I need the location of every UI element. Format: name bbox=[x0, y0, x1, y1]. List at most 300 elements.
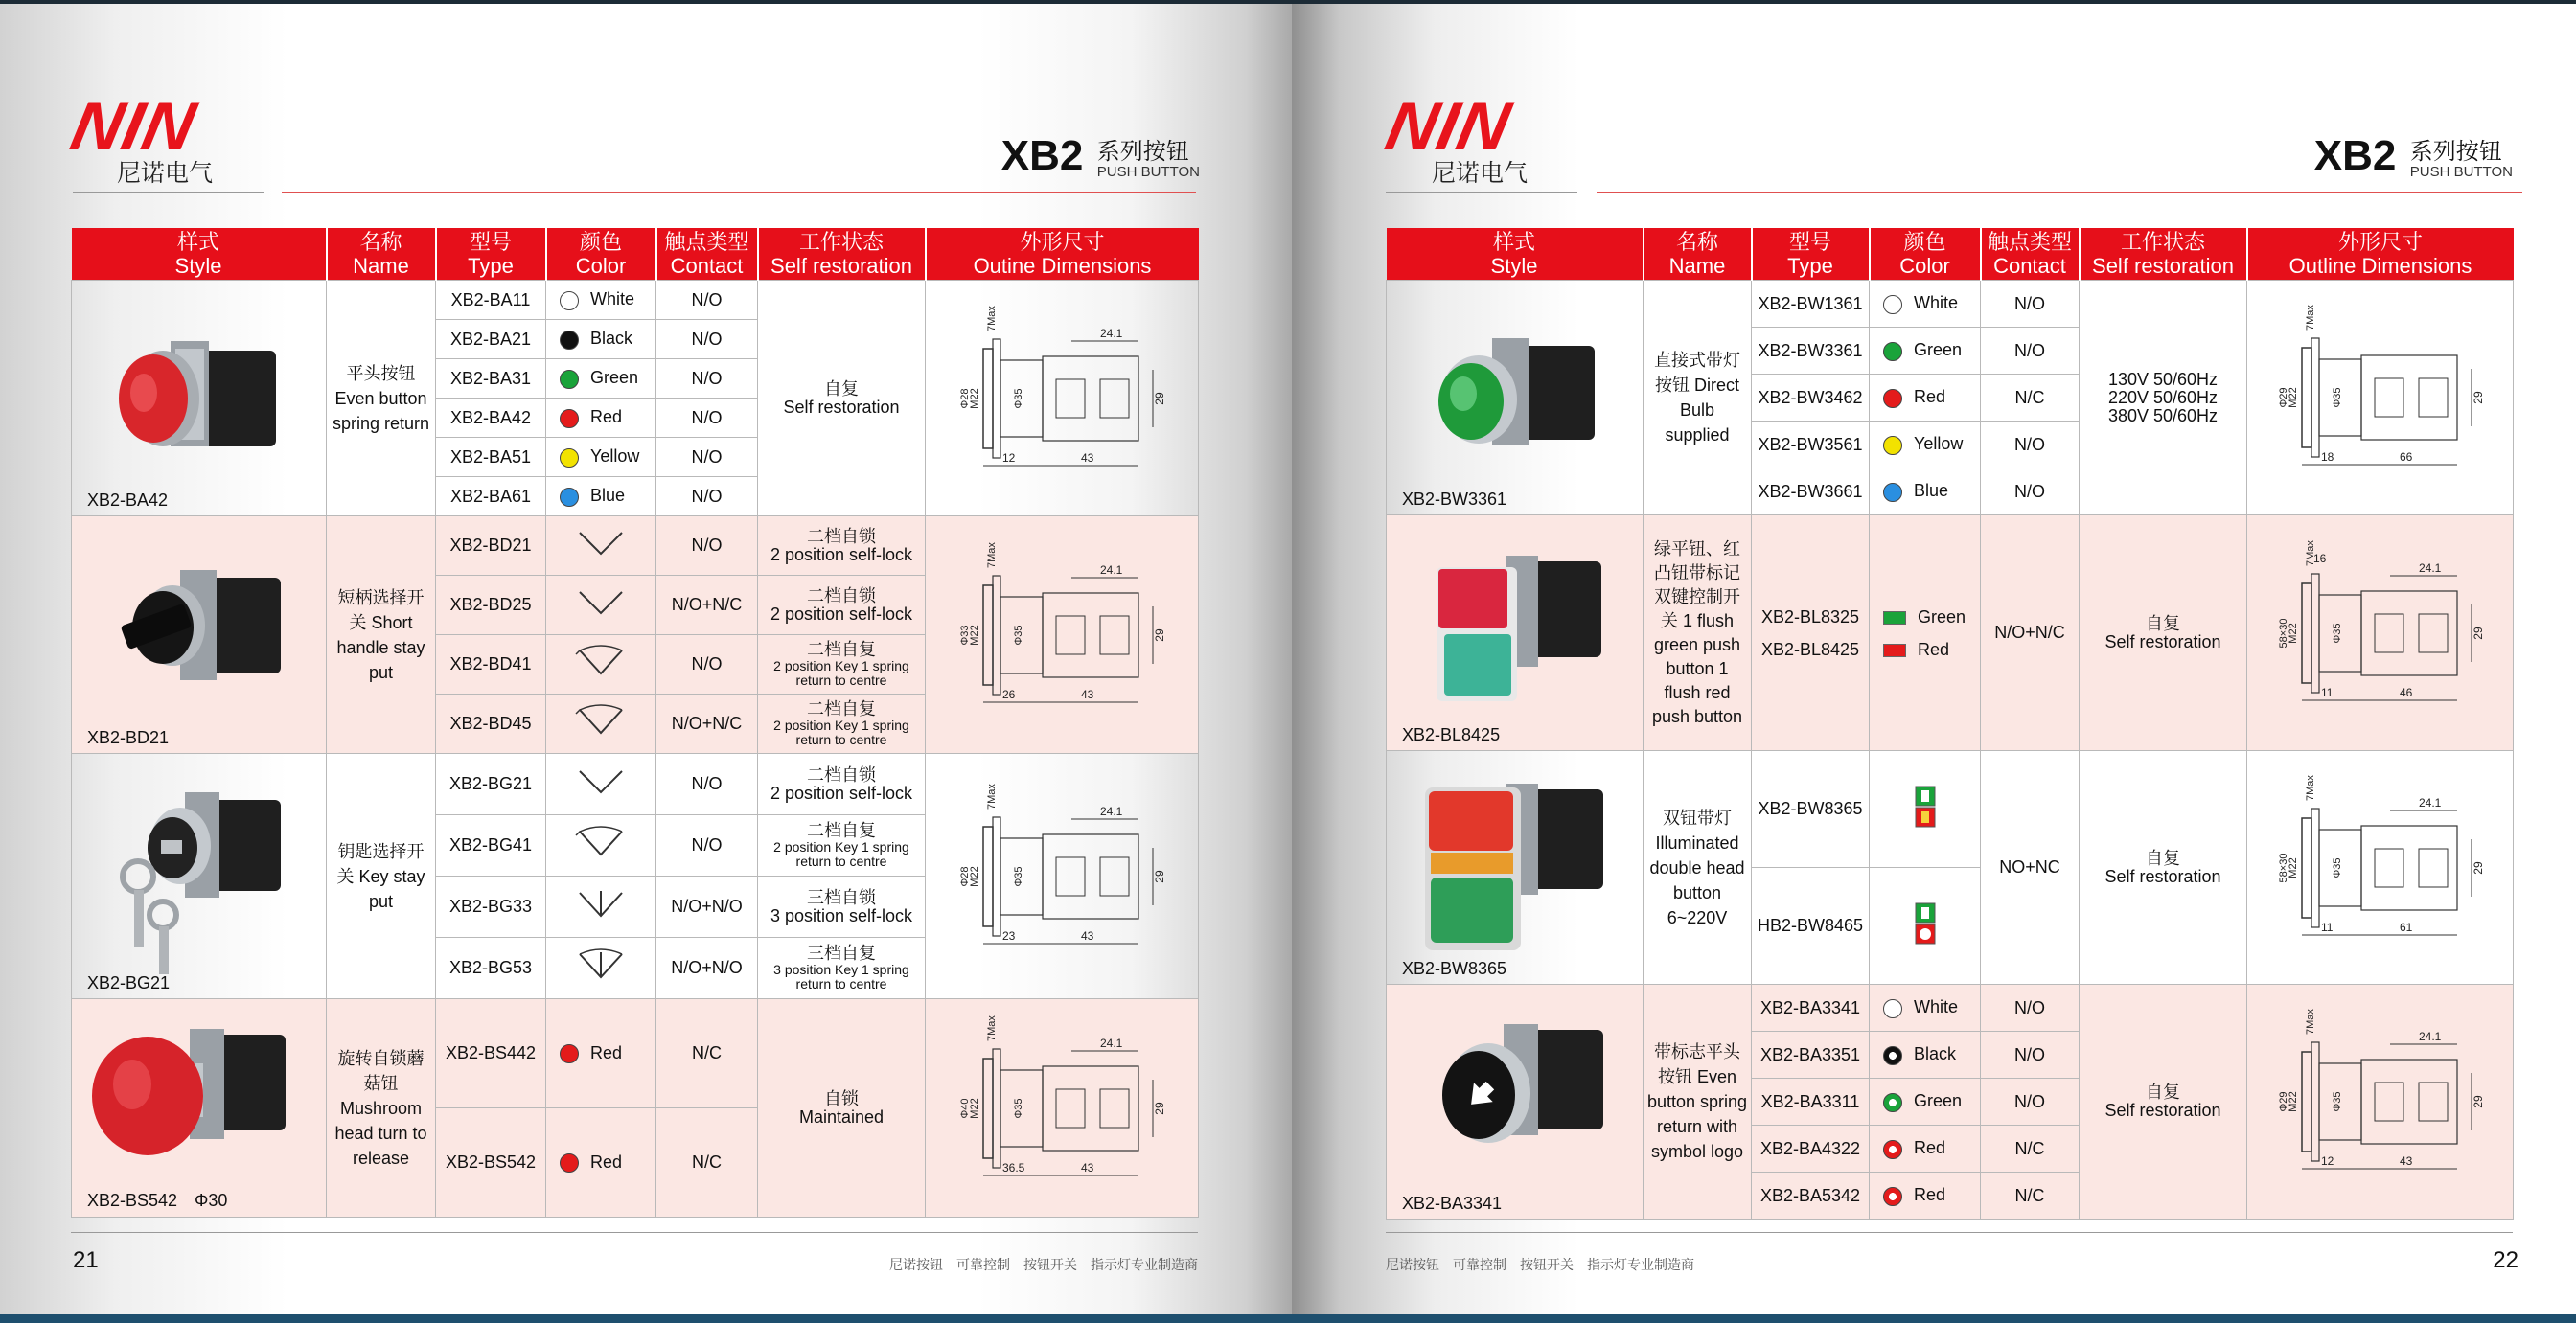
color-swatch-icon bbox=[560, 488, 579, 507]
color-swatch-icon bbox=[1883, 295, 1902, 314]
header-state: 工作状态 Self restoration bbox=[758, 228, 926, 281]
dimension-label: 18 bbox=[2320, 450, 2334, 464]
drawing-terminal bbox=[1100, 379, 1129, 418]
header-style: 样式 Style bbox=[72, 228, 327, 281]
product-name: 绿平钮、红凸钮带标记双键控制开关 1 flush green push button 1 flush red push button bbox=[1644, 515, 1752, 751]
dimension-label: 46 bbox=[2399, 685, 2412, 699]
contact-cell: N/O bbox=[656, 399, 758, 438]
spec-table bbox=[71, 228, 1199, 1218]
dimension-label: M22 bbox=[969, 1097, 980, 1119]
product-name: 旋转自锁蘑菇钮 Mushroom head turn to release bbox=[327, 999, 436, 1218]
dimension-label: 29 bbox=[2471, 391, 2485, 404]
type-cell: XB2-BD41 bbox=[436, 635, 546, 695]
drawing-block bbox=[1043, 593, 1138, 677]
nin-logo bbox=[64, 88, 214, 187]
state-cell: 自复 Self restoration bbox=[758, 281, 926, 516]
series-chinese: 系列按钮 bbox=[2409, 139, 2502, 165]
page-number: 21 bbox=[73, 1247, 99, 1273]
header-name: 名称 Name bbox=[327, 228, 436, 281]
dimension-label: 26 bbox=[1002, 687, 1016, 701]
dimension-label: Φ35 bbox=[2331, 1091, 2343, 1112]
series-english: PUSH BUTTON bbox=[2409, 164, 2513, 180]
contact-cell: N/O bbox=[1981, 468, 2080, 515]
dimension-label: Φ29 bbox=[2277, 1091, 2289, 1112]
dimension-label: 29 bbox=[1153, 627, 1166, 642]
dimension-label: 24.1 bbox=[1100, 804, 1123, 818]
contact-cell: N/O bbox=[1981, 1079, 2080, 1126]
dimension-label: Φ35 bbox=[1013, 387, 1024, 409]
header-dimensions: 外形尺寸 Outline Dimensions bbox=[2247, 228, 2514, 281]
dimension-label: 43 bbox=[1081, 928, 1094, 943]
footer-rule bbox=[1386, 1232, 2513, 1233]
header-color: 颜色 Color bbox=[1870, 228, 1981, 281]
product-caption: XB2-BW8365 bbox=[1402, 959, 1507, 978]
contact-cell: N/O bbox=[1981, 281, 2080, 328]
contact-cell: N/O+N/O bbox=[656, 938, 758, 999]
product-name: 短柄选择开关 Short handle stay put bbox=[327, 516, 436, 754]
color-swatch-icon bbox=[560, 291, 579, 310]
dimension-label: 36.5 bbox=[1002, 1160, 1025, 1175]
color-cell: Green Red bbox=[1870, 515, 1981, 751]
nin-logo bbox=[1379, 88, 1529, 187]
dimension-label: 7Max bbox=[986, 783, 998, 810]
drawing-terminal bbox=[1056, 379, 1085, 418]
product-image-cell bbox=[72, 516, 327, 754]
color-cell: White bbox=[1870, 985, 1981, 1032]
symbol-swatch-icon bbox=[1883, 1187, 1902, 1206]
type-cell: XB2-BW3361 bbox=[1752, 328, 1870, 375]
dimension-drawing-cell bbox=[926, 999, 1199, 1218]
contact-cell: N/O+N/O bbox=[656, 877, 758, 938]
header-rule bbox=[1386, 192, 1577, 193]
product-caption: XB2-BW3361 bbox=[1402, 490, 1507, 509]
dimension-label: Φ40 bbox=[959, 1097, 971, 1119]
dimension-label: 7Max bbox=[2304, 774, 2316, 801]
dimension-label: Φ35 bbox=[2331, 387, 2343, 408]
dimension-drawing bbox=[2275, 533, 2486, 734]
product-image-cell bbox=[1387, 281, 1644, 515]
type-cell: XB2-BA3341 bbox=[1752, 985, 1870, 1032]
logo-chinese-name: 尼诺电气 bbox=[1432, 160, 1529, 187]
position-v-icon bbox=[572, 527, 630, 559]
double-head-symbol-cell bbox=[1870, 868, 1981, 985]
type-cell: XB2-BS542 bbox=[436, 1108, 546, 1218]
dimension-label: 29 bbox=[2471, 860, 2485, 875]
contact-cell: N/C bbox=[1981, 1173, 2080, 1220]
footer-rule bbox=[71, 1232, 1198, 1233]
dimension-label: 7Max bbox=[986, 1015, 998, 1041]
contact-cell: NO+NC bbox=[1981, 751, 2080, 985]
header-name: 名称 Name bbox=[1644, 228, 1752, 281]
table-row bbox=[72, 999, 1199, 1108]
color-swatch-icon bbox=[560, 409, 579, 428]
drawing-block bbox=[2361, 826, 2457, 910]
table-row bbox=[1387, 281, 2514, 328]
state-cell: 二档自复 2 position Key 1 spring return to centre bbox=[758, 695, 926, 754]
product-image-cell bbox=[1387, 985, 1644, 1220]
state-cell: 二档自锁 2 position self-lock bbox=[758, 576, 926, 635]
color-cell: Yellow bbox=[546, 438, 656, 477]
type-cell: XB2-BD21 bbox=[436, 516, 546, 576]
header-type: 型号 Type bbox=[1752, 228, 1870, 281]
color-cell: Red bbox=[1870, 1126, 1981, 1173]
table-row bbox=[1387, 751, 2514, 868]
dimension-label: Φ35 bbox=[1013, 624, 1024, 646]
dimension-label: M22 bbox=[969, 624, 980, 646]
dimension-label: 43 bbox=[1081, 450, 1094, 465]
dimension-drawing bbox=[956, 781, 1167, 972]
contact-cell: N/O bbox=[656, 320, 758, 359]
contact-cell: N/O+N/C bbox=[656, 576, 758, 635]
series-title bbox=[1001, 132, 1200, 180]
contact-cell: N/O bbox=[1981, 328, 2080, 375]
color-cell: Red bbox=[1870, 1173, 1981, 1220]
state-cell: 自复 Self restoration bbox=[2080, 751, 2247, 985]
contact-cell: N/O+N/C bbox=[1981, 515, 2080, 751]
spec-table bbox=[1386, 228, 2514, 1220]
table-header-row bbox=[72, 228, 1199, 281]
drawing-block bbox=[2361, 355, 2457, 440]
dimension-label: M22 bbox=[969, 865, 980, 887]
symbol-swatch-icon bbox=[1883, 1140, 1902, 1159]
type-cell: XB2-BA4322 bbox=[1752, 1126, 1870, 1173]
contact-cell: N/O bbox=[656, 477, 758, 516]
state-cell: 自复 Self restoration bbox=[2080, 515, 2247, 751]
dimension-label: 61 bbox=[2399, 920, 2412, 934]
dimension-label: 29 bbox=[1153, 869, 1166, 883]
contact-cell: N/O bbox=[656, 438, 758, 477]
table-row bbox=[72, 754, 1199, 815]
color-swatch-icon bbox=[1883, 389, 1902, 408]
drawing-terminal bbox=[1056, 1089, 1085, 1128]
drawing-terminal bbox=[2375, 614, 2404, 652]
contact-cell: N/O bbox=[656, 635, 758, 695]
drawing-terminal bbox=[1056, 857, 1085, 896]
dimension-drawing-cell bbox=[2247, 515, 2514, 751]
type-cell: XB2-BG53 bbox=[436, 938, 546, 999]
type-cell: XB2-BA51 bbox=[436, 438, 546, 477]
drawing-block bbox=[1043, 834, 1138, 919]
contact-cell: N/O bbox=[656, 359, 758, 399]
state-cell: 自锁 Maintained bbox=[758, 999, 926, 1218]
type-cell: XB2-BA31 bbox=[436, 359, 546, 399]
type-cell: XB2-BA61 bbox=[436, 477, 546, 516]
logo-wordmark: NIN bbox=[1379, 88, 1518, 165]
dimension-label: Φ35 bbox=[1013, 865, 1024, 887]
double-head-symbol-icon bbox=[1914, 785, 1937, 829]
drawing-terminal bbox=[1100, 616, 1129, 654]
position-spring-return-icon bbox=[572, 702, 630, 741]
position-v-icon bbox=[572, 765, 630, 798]
type-cell: XB2-BW1361 bbox=[1752, 281, 1870, 328]
state-cell: 自复 Self restoration bbox=[2080, 985, 2247, 1220]
position-diagram-cell bbox=[546, 815, 656, 877]
color-cell: Green bbox=[546, 359, 656, 399]
table-row bbox=[1387, 515, 2514, 751]
color-swatch-icon bbox=[1883, 342, 1902, 361]
position-diagram-cell bbox=[546, 877, 656, 938]
series-title bbox=[2314, 132, 2513, 180]
logo-chinese-name: 尼诺电气 bbox=[117, 160, 214, 187]
dimension-label: Φ35 bbox=[1013, 1097, 1024, 1119]
double-head-symbol-cell bbox=[1870, 751, 1981, 868]
drawing-front-plate bbox=[983, 1059, 993, 1158]
color-swatch-icon bbox=[1883, 483, 1902, 502]
header-style: 样式 Style bbox=[1387, 228, 1644, 281]
dimension-label: 29 bbox=[2471, 1095, 2485, 1108]
type-cell: XB2-BG41 bbox=[436, 815, 546, 877]
contact-cell: N/O bbox=[1981, 422, 2080, 468]
product-photo-key-switch bbox=[84, 771, 314, 982]
dimension-label: 43 bbox=[2399, 1154, 2412, 1168]
drawing-panel bbox=[2312, 574, 2319, 693]
position-diagram-cell bbox=[546, 516, 656, 576]
state-cell: 二档自锁 2 position self-lock bbox=[758, 516, 926, 576]
header-rule bbox=[1597, 192, 2522, 193]
contact-cell: N/O bbox=[656, 516, 758, 576]
position-diagram-cell bbox=[546, 938, 656, 999]
color-swatch-icon bbox=[1883, 436, 1902, 455]
dimension-drawing-cell bbox=[926, 281, 1199, 516]
state-cell: 二档自复 2 position Key 1 spring return to centre bbox=[758, 815, 926, 877]
type-cell: HB2-BW8465 bbox=[1752, 868, 1870, 985]
dimension-drawing-cell bbox=[926, 754, 1199, 999]
header-dimensions: 外形尺寸 Outine Dimensions bbox=[926, 228, 1199, 281]
color-swatch-icon bbox=[560, 331, 579, 350]
type-cell: XB2-BD25 bbox=[436, 576, 546, 635]
drawing-front-plate bbox=[983, 827, 993, 926]
position-spring-return-icon bbox=[572, 643, 630, 681]
drawing-front-plate bbox=[2302, 818, 2312, 918]
product-caption: XB2-BD21 bbox=[87, 728, 170, 747]
color-cell: Black bbox=[546, 320, 656, 359]
dimension-label: 24.1 bbox=[1100, 326, 1123, 340]
product-image-cell bbox=[72, 281, 327, 516]
product-name: 双钮带灯 Illuminated double head button 6~220V bbox=[1644, 751, 1752, 985]
dimension-label: 7Max bbox=[2304, 539, 2316, 566]
contact-cell: N/C bbox=[1981, 1126, 2080, 1173]
product-photo-double-head-lamp bbox=[1400, 764, 1630, 970]
type-cell: XB2-BW3462 bbox=[1752, 375, 1870, 422]
drawing-terminal bbox=[2375, 378, 2404, 417]
product-name: 钥匙选择开关 Key stay put bbox=[327, 754, 436, 999]
color-cell: White bbox=[546, 281, 656, 320]
header-contact: 触点类型 Contact bbox=[1981, 228, 2080, 281]
dimension-drawing-cell bbox=[2247, 281, 2514, 515]
footer-tagline: 尼诺按钮 可靠控制 按钮开关 指示灯专业制造商 bbox=[889, 1257, 1198, 1272]
position-v-icon bbox=[572, 586, 630, 619]
symbol-swatch-icon bbox=[1883, 1093, 1902, 1112]
contact-cell: N/O bbox=[1981, 1032, 2080, 1079]
table-header-row bbox=[1387, 228, 2514, 281]
bottom-bar bbox=[0, 1314, 2576, 1323]
contact-cell: N/C bbox=[1981, 375, 2080, 422]
drawing-terminal bbox=[1100, 857, 1129, 896]
dimension-drawing bbox=[2275, 302, 2486, 493]
position-three-way-return-icon bbox=[572, 947, 630, 985]
drawing-panel bbox=[993, 576, 1000, 695]
dimension-label: M22 bbox=[2287, 856, 2299, 878]
dimension-label: 58×30 bbox=[2277, 618, 2289, 648]
position-diagram-cell bbox=[546, 754, 656, 815]
product-caption: XB2-BA3341 bbox=[1402, 1194, 1503, 1213]
type-cell: XB2-BD45 bbox=[436, 695, 546, 754]
red-flush-icon bbox=[1883, 644, 1906, 657]
dimension-label: 7Max bbox=[2304, 305, 2316, 331]
product-caption: XB2-BA42 bbox=[87, 490, 169, 510]
dimension-label: Φ35 bbox=[2331, 856, 2343, 878]
series-code: XB2 bbox=[2313, 132, 2397, 179]
dimension-label: 7Max bbox=[986, 305, 998, 331]
type-cell: XB2-BG21 bbox=[436, 754, 546, 815]
position-three-way-icon bbox=[572, 887, 630, 922]
product-caption: XB2-BL8425 bbox=[1402, 725, 1501, 744]
dimension-label: 24.1 bbox=[1100, 1036, 1123, 1050]
drawing-terminal bbox=[2419, 849, 2448, 887]
product-caption: XB2-BG21 bbox=[87, 973, 171, 992]
header-color: 颜色 Color bbox=[546, 228, 656, 281]
contact-cell: N/O bbox=[1981, 985, 2080, 1032]
dimension-label: 29 bbox=[1153, 1101, 1166, 1115]
table-row bbox=[72, 516, 1199, 576]
symbol-swatch-icon bbox=[1883, 999, 1902, 1018]
drawing-block bbox=[1043, 1066, 1138, 1151]
dimension-drawing bbox=[956, 539, 1167, 731]
footer-tagline: 尼诺按钮 可靠控制 按钮开关 指示灯专业制造商 bbox=[1386, 1257, 1694, 1272]
product-photo-short-handle bbox=[84, 539, 314, 731]
header-type: 型号 Type bbox=[436, 228, 546, 281]
drawing-terminal bbox=[2419, 378, 2448, 417]
type-cell: XB2-BA11 bbox=[436, 281, 546, 320]
color-cell: Green bbox=[1870, 328, 1981, 375]
product-image-cell bbox=[72, 999, 327, 1218]
color-swatch-icon bbox=[560, 1153, 579, 1173]
dimension-label: 23 bbox=[1002, 928, 1016, 943]
product-photo-mushroom bbox=[84, 1008, 314, 1209]
dimension-label: Φ35 bbox=[2331, 622, 2343, 644]
color-cell: Yellow bbox=[1870, 422, 1981, 468]
type-cell: XB2-BS442 bbox=[436, 999, 546, 1108]
type-cell: XB2-BA5342 bbox=[1752, 1173, 1870, 1220]
double-head-symbol-icon bbox=[1914, 901, 1937, 946]
series-code: XB2 bbox=[1000, 132, 1084, 179]
color-cell: Blue bbox=[1870, 468, 1981, 515]
dimension-label: 11 bbox=[2320, 920, 2333, 934]
drawing-terminal bbox=[2375, 849, 2404, 887]
dimension-label: Φ28 bbox=[959, 865, 971, 887]
drawing-block bbox=[2361, 591, 2457, 675]
dimension-drawing bbox=[956, 1013, 1167, 1204]
color-cell: Black bbox=[1870, 1032, 1981, 1079]
table-row bbox=[72, 281, 1199, 320]
type-cell: XB2-BA21 bbox=[436, 320, 546, 359]
drawing-panel bbox=[2312, 338, 2319, 457]
drawing-panel bbox=[993, 339, 1000, 458]
product-image-cell bbox=[72, 754, 327, 999]
drawing-front-plate bbox=[983, 349, 993, 448]
product-photo-symbol-button bbox=[1400, 1001, 1630, 1202]
color-cell: Green bbox=[1870, 1079, 1981, 1126]
type-cell: XB2-BL8325 XB2-BL8425 bbox=[1752, 515, 1870, 751]
page-number: 22 bbox=[2493, 1247, 2518, 1273]
type-cell: XB2-BA42 bbox=[436, 399, 546, 438]
dimension-label: 7Max bbox=[2304, 1009, 2316, 1035]
type-cell: XB2-BA3311 bbox=[1752, 1079, 1870, 1126]
dimension-label: 12 bbox=[1002, 450, 1016, 465]
drawing-terminal bbox=[2375, 1083, 2404, 1121]
state-cell: 二档自复 2 position Key 1 spring return to centre bbox=[758, 635, 926, 695]
position-spring-return-icon bbox=[572, 824, 630, 862]
state-cell: 二档自锁 2 position self-lock bbox=[758, 754, 926, 815]
symbol-swatch-icon bbox=[1883, 1046, 1902, 1065]
color-cell: Red bbox=[546, 999, 656, 1108]
dimension-drawing-cell bbox=[926, 516, 1199, 754]
type-cell: XB2-BG33 bbox=[436, 877, 546, 938]
drawing-terminal bbox=[1100, 1089, 1129, 1128]
state-cell: 三档自复 3 position Key 1 spring return to centre bbox=[758, 938, 926, 999]
drawing-front-plate bbox=[2302, 1052, 2312, 1152]
color-cell: White bbox=[1870, 281, 1981, 328]
dimension-drawing bbox=[956, 303, 1167, 494]
dimension-label: 29 bbox=[1153, 391, 1166, 405]
position-diagram-cell bbox=[546, 695, 656, 754]
dimension-label: 66 bbox=[2399, 450, 2412, 464]
contact-cell: N/C bbox=[656, 1108, 758, 1218]
drawing-panel bbox=[2312, 1042, 2319, 1161]
product-image-cell bbox=[1387, 515, 1644, 751]
series-english: PUSH BUTTON bbox=[1096, 164, 1200, 180]
drawing-terminal bbox=[1056, 616, 1085, 654]
state-cell: 三档自锁 3 position self-lock bbox=[758, 877, 926, 938]
header-state: 工作状态 Self restoration bbox=[2080, 228, 2247, 281]
contact-cell: N/O+N/C bbox=[656, 695, 758, 754]
series-chinese: 系列按钮 bbox=[1096, 139, 1189, 165]
type-cell: XB2-BW3561 bbox=[1752, 422, 1870, 468]
product-caption: XB2-BS542 Φ30 bbox=[87, 1191, 228, 1210]
color-swatch-icon bbox=[560, 448, 579, 468]
table-row bbox=[1387, 985, 2514, 1032]
dimension-label: Φ29 bbox=[2277, 387, 2289, 408]
dimension-drawing-cell bbox=[2247, 751, 2514, 985]
product-name: 平头按钮 Even button spring return bbox=[327, 281, 436, 516]
dimension-label: 16 bbox=[2312, 551, 2326, 565]
product-name: 直接式带灯按钮 Direct Bulb supplied bbox=[1644, 281, 1752, 515]
catalog-page-left bbox=[0, 4, 1292, 1314]
dimension-label: 29 bbox=[2471, 626, 2485, 640]
drawing-front-plate bbox=[983, 585, 993, 685]
dimension-label: M22 bbox=[2287, 1091, 2299, 1112]
type-cell: XB2-BA3351 bbox=[1752, 1032, 1870, 1079]
contact-cell: N/O bbox=[656, 281, 758, 320]
dimension-label: 7Max bbox=[986, 541, 998, 568]
drawing-panel bbox=[993, 1049, 1000, 1168]
color-cell: Red bbox=[546, 1108, 656, 1218]
header-rule bbox=[282, 192, 1196, 193]
dimension-label: 58×30 bbox=[2277, 853, 2289, 882]
dimension-label: Φ28 bbox=[959, 387, 971, 409]
product-name: 带标志平头按钮 Even button spring return with symbol logo bbox=[1644, 985, 1752, 1220]
drawing-front-plate bbox=[2302, 348, 2312, 447]
position-diagram-cell bbox=[546, 635, 656, 695]
drawing-terminal bbox=[2419, 614, 2448, 652]
dimension-drawing bbox=[2275, 1006, 2486, 1198]
dimension-label: 43 bbox=[1081, 1160, 1094, 1175]
contact-cell: N/O bbox=[656, 754, 758, 815]
catalog-page-right bbox=[1292, 4, 2576, 1314]
dimension-drawing-cell bbox=[2247, 985, 2514, 1220]
dimension-label: M22 bbox=[969, 387, 980, 409]
drawing-block bbox=[1043, 356, 1138, 441]
